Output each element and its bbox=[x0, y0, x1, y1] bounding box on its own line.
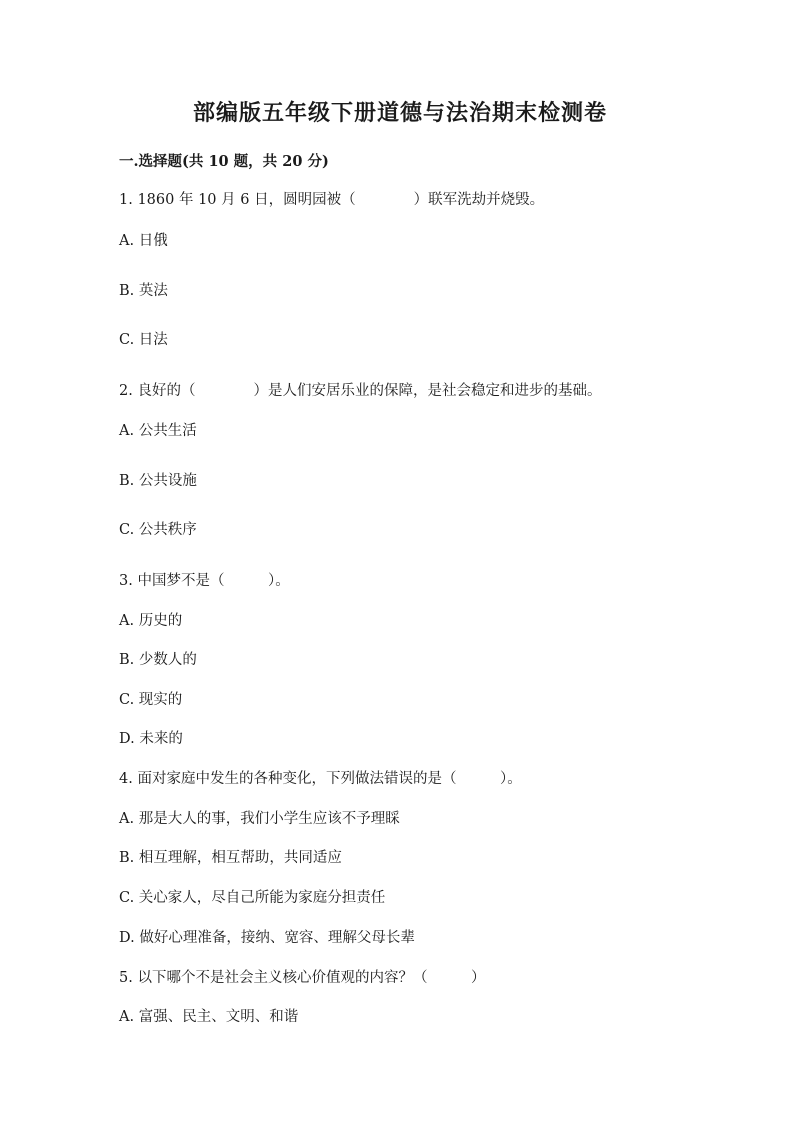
option-d[interactable]: D. 做好心理准备，接纳、宽容、理解父母长辈 bbox=[119, 930, 415, 946]
option-b[interactable]: B. 公共设施 bbox=[119, 473, 197, 489]
section-heading: 一.选择题(共 10 题，共 20 分) bbox=[119, 153, 329, 170]
option-a[interactable]: A. 富强、民主、文明、和谐 bbox=[119, 1009, 299, 1025]
option-a[interactable]: A. 公共生活 bbox=[119, 423, 197, 439]
question-stem: 4. 面对家庭中发生的各种变化，下列做法错误的是（ ）。 bbox=[119, 771, 522, 787]
option-c[interactable]: C. 关心家人，尽自己所能为家庭分担责任 bbox=[119, 890, 386, 906]
option-a[interactable]: A. 那是大人的事，我们小学生应该不予理睬 bbox=[119, 811, 400, 827]
question-stem: 5. 以下哪个不是社会主义核心价值观的内容？（ ） bbox=[119, 970, 486, 986]
option-a[interactable]: A. 历史的 bbox=[119, 613, 183, 629]
option-b[interactable]: B. 少数人的 bbox=[119, 652, 197, 668]
option-b[interactable]: B. 相互理解，相互帮助，共同适应 bbox=[119, 850, 342, 866]
option-c[interactable]: C. 现实的 bbox=[119, 692, 183, 708]
page-title: 部编版五年级下册道德与法治期末检测卷 bbox=[192, 100, 607, 126]
question-stem: 3. 中国梦不是（ ）。 bbox=[119, 573, 290, 589]
option-c[interactable]: C. 日法 bbox=[119, 332, 168, 348]
option-a[interactable]: A. 日俄 bbox=[119, 233, 168, 249]
question-stem: 1. 1860 年 10 月 6 日，圆明园被（ ）联军洗劫并烧毁。 bbox=[119, 192, 545, 208]
option-c[interactable]: C. 公共秩序 bbox=[119, 522, 197, 538]
option-b[interactable]: B. 英法 bbox=[119, 283, 168, 299]
question-stem: 2. 良好的（ ）是人们安居乐业的保障，是社会稳定和进步的基础。 bbox=[119, 383, 602, 399]
option-d[interactable]: D. 未来的 bbox=[119, 731, 183, 747]
